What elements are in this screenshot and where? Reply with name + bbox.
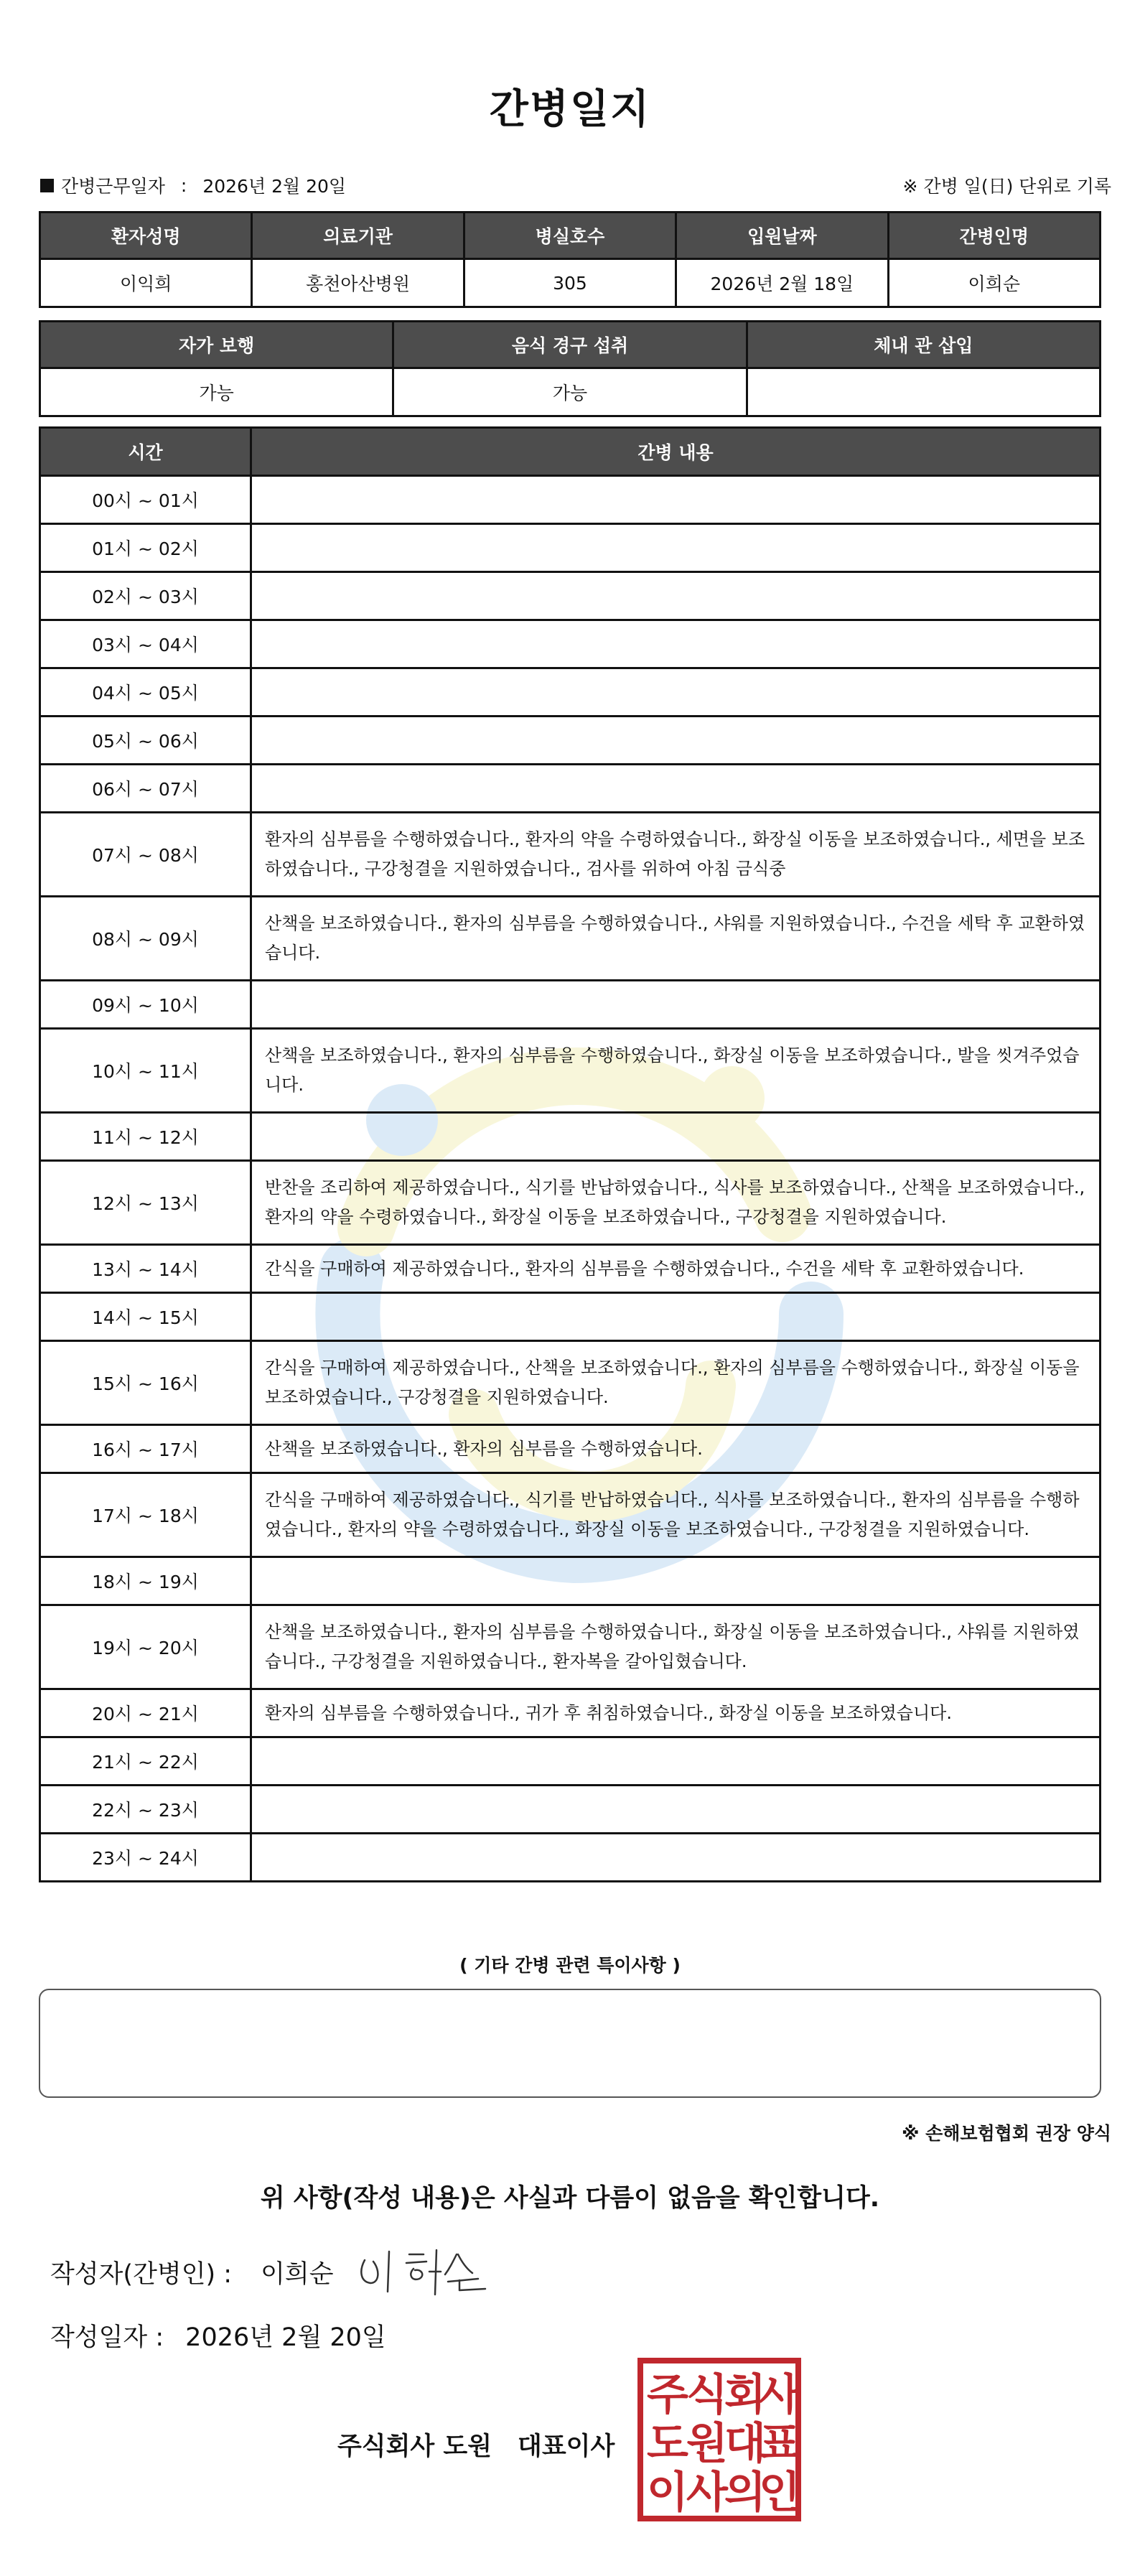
- care-log-time: 08시 ~ 09시: [40, 897, 251, 981]
- work-date-label: 간병근무일자: [61, 176, 165, 197]
- care-log-row: [40, 1293, 1101, 1341]
- patient-name: 이익희: [40, 259, 252, 307]
- svg-text:식: 식: [686, 2370, 728, 2420]
- care-log-row: [40, 813, 1101, 897]
- care-log-row: [40, 620, 1101, 668]
- care-log-content: [251, 1737, 1101, 1786]
- care-log-row: [40, 717, 1101, 765]
- company-seal-stamp: [636, 2356, 803, 2523]
- svg-text:회: 회: [724, 2370, 766, 2420]
- tube-insertion-value: [747, 368, 1100, 416]
- care-log-time: 11시 ~ 12시: [40, 1113, 251, 1161]
- care-log-row: [40, 1786, 1101, 1834]
- writer-name: 이희순: [261, 2260, 334, 2289]
- care-log-content: 산책을 보조하였습니다., 환자의 심부름을 수행하였습니다., 화장실 이동을 보조하였습니다., 샤워를 지원하였습니다., 구강청결을 지원하였습니다., 환자복을 갈아입혔습니다.: [251, 1605, 1101, 1689]
- care-log-time: 13시 ~ 14시: [40, 1245, 251, 1293]
- care-log-time: 22시 ~ 23시: [40, 1786, 251, 1834]
- self-walking-value: 가능: [40, 368, 393, 416]
- care-log-content: 반찬을 조리하여 제공하였습니다., 식기를 반납하였습니다., 식사를 보조하였습니다., 산책을 보조하였습니다., 환자의 약을 수령하였습니다., 화장실 이동을 보조하였습니다., 구강청결을 지원하였습니다.: [251, 1161, 1101, 1245]
- care-log-row: [40, 1113, 1101, 1161]
- care-log-row: [40, 981, 1101, 1029]
- care-log-row: [40, 476, 1101, 524]
- care-log-time: 05시 ~ 06시: [40, 717, 251, 765]
- care-log-row: [40, 572, 1101, 620]
- header-time: 시간: [40, 428, 251, 476]
- care-log-row: [40, 1245, 1101, 1293]
- care-log-content: 산책을 보조하였습니다., 환자의 심부름을 수행하였습니다.: [251, 1425, 1101, 1473]
- care-log-content: [251, 765, 1101, 813]
- patient-info-value-row: [40, 259, 1101, 307]
- care-log-content: [251, 524, 1101, 572]
- care-log-table: [39, 426, 1101, 1882]
- svg-text:주: 주: [647, 2370, 688, 2420]
- care-log-time: 03시 ~ 04시: [40, 620, 251, 668]
- care-log-content: [251, 981, 1101, 1029]
- care-log-time: 20시 ~ 21시: [40, 1689, 251, 1737]
- care-log-row: [40, 1029, 1101, 1113]
- care-log-time: 00시 ~ 01시: [40, 476, 251, 524]
- svg-text:대: 대: [724, 2419, 766, 2469]
- svg-text:표: 표: [759, 2419, 800, 2469]
- care-log-row: [40, 765, 1101, 813]
- care-log-row: [40, 524, 1101, 572]
- writer-label: 작성자(간병인) :: [50, 2260, 233, 2289]
- care-log-row: [40, 1737, 1101, 1786]
- care-log-time: 19시 ~ 20시: [40, 1605, 251, 1689]
- writer-row: [50, 2254, 334, 2290]
- care-log-content: [251, 1834, 1101, 1882]
- care-log-time: 23시 ~ 24시: [40, 1834, 251, 1882]
- care-log-content: [251, 717, 1101, 765]
- svg-text:사: 사: [686, 2468, 728, 2518]
- care-log-time: 14시 ~ 15시: [40, 1293, 251, 1341]
- care-log-time: 07시 ~ 08시: [40, 813, 251, 897]
- page-title: 간병일지: [489, 86, 651, 133]
- company-signature-line: [337, 2427, 615, 2463]
- special-notes-label: ( 기타 간병 관련 특이사항 ): [459, 1955, 681, 1976]
- care-log-row: [40, 1473, 1101, 1557]
- care-log-content: [251, 1113, 1101, 1161]
- svg-text:사: 사: [759, 2370, 800, 2420]
- work-date-info: [40, 172, 346, 198]
- care-log-content: 간식을 구매하여 제공하였습니다., 산책을 보조하였습니다., 환자의 심부름을 수행하였습니다., 화장실 이동을 보조하였습니다., 구강청결을 지원하였습니다.: [251, 1341, 1101, 1425]
- ability-header-row: [40, 322, 1101, 368]
- square-bullet-icon: [40, 179, 54, 192]
- work-date-colon: :: [180, 174, 187, 196]
- care-log-content: 산책을 보조하였습니다., 환자의 심부름을 수행하였습니다., 샤워를 지원하였습니다., 수건을 세탁 후 교환하였습니다.: [251, 897, 1101, 981]
- care-log-time: 18시 ~ 19시: [40, 1557, 251, 1605]
- care-log-time: 16시 ~ 17시: [40, 1425, 251, 1473]
- confirmation-statement: 위 사항(작성 내용)은 사실과 다름이 없음을 확인합니다.: [260, 2184, 880, 2213]
- header-oral-intake: 음식 경구 섭취: [393, 322, 747, 368]
- handwritten-signature: [352, 2239, 510, 2303]
- care-log-time: 09시 ~ 10시: [40, 981, 251, 1029]
- care-log-row: [40, 1605, 1101, 1689]
- hospital-name: 홍천아산병원: [252, 259, 464, 307]
- care-log-content: 산책을 보조하였습니다., 환자의 심부름을 수행하였습니다., 화장실 이동을 보조하였습니다., 발을 씻겨주었습니다.: [251, 1029, 1101, 1113]
- care-log-time: 17시 ~ 18시: [40, 1473, 251, 1557]
- special-notes-box: [39, 1989, 1101, 2098]
- care-log-time: 21시 ~ 22시: [40, 1737, 251, 1786]
- admission-date: 2026년 2월 18일: [676, 259, 888, 307]
- header-tube-insertion: 체내 관 삽입: [747, 322, 1100, 368]
- care-log-time: 04시 ~ 05시: [40, 668, 251, 717]
- caregiver-name: 이희순: [888, 259, 1100, 307]
- care-log-time: 01시 ~ 02시: [40, 524, 251, 572]
- care-log-row: [40, 1557, 1101, 1605]
- care-log-content: [251, 476, 1101, 524]
- care-log-content: [251, 1786, 1101, 1834]
- written-date-row: [50, 2318, 386, 2353]
- svg-text:이: 이: [647, 2468, 688, 2518]
- patient-info-header-row: [40, 213, 1101, 259]
- svg-text:원: 원: [686, 2419, 728, 2469]
- header-self-walking: 자가 보행: [40, 322, 393, 368]
- care-log-row: [40, 897, 1101, 981]
- care-log-time: 06시 ~ 07시: [40, 765, 251, 813]
- care-log-row: [40, 1834, 1101, 1882]
- header-room: 병실호수: [464, 213, 676, 259]
- header-caregiver-name: 간병인명: [888, 213, 1100, 259]
- ability-value-row: [40, 368, 1101, 416]
- patient-info-table: [39, 211, 1101, 308]
- care-log-row: [40, 1341, 1101, 1425]
- care-log-content: 간식을 구매하여 제공하였습니다., 식기를 반납하였습니다., 식사를 보조하였습니다., 환자의 심부름을 수행하였습니다., 환자의 약을 수령하였습니다., 화장실 이동을 보조하였습니다., 구강청결을 지원하였습니다.: [251, 1473, 1101, 1557]
- care-log-content: [251, 620, 1101, 668]
- header-patient-name: 환자성명: [40, 213, 252, 259]
- header-hospital: 의료기관: [252, 213, 464, 259]
- care-log-content: [251, 572, 1101, 620]
- care-log-content: 환자의 심부름을 수행하였습니다., 귀가 후 취침하였습니다., 화장실 이동을 보조하였습니다.: [251, 1689, 1101, 1737]
- care-log-content: [251, 1557, 1101, 1605]
- company-name: 주식회사 도원: [337, 2432, 492, 2461]
- care-log-time: 12시 ~ 13시: [40, 1161, 251, 1245]
- written-date-value: 2026년 2월 20일: [185, 2323, 386, 2352]
- care-log-header-row: [40, 428, 1101, 476]
- header-care-content: 간병 내용: [251, 428, 1101, 476]
- recommended-form-note: ※ 손해보험협회 권장 양식: [902, 2123, 1111, 2144]
- svg-text:의: 의: [724, 2468, 766, 2518]
- care-log-row: [40, 1425, 1101, 1473]
- company-title: 대표이사: [518, 2432, 615, 2461]
- record-unit-note: ※ 간병 일(日) 단위로 기록: [902, 176, 1111, 197]
- care-log-content: [251, 668, 1101, 717]
- care-log-content: [251, 1293, 1101, 1341]
- svg-text:인: 인: [759, 2468, 800, 2518]
- care-log-row: [40, 1689, 1101, 1737]
- care-log-content: 간식을 구매하여 제공하였습니다., 환자의 심부름을 수행하였습니다., 수건을 세탁 후 교환하였습니다.: [251, 1245, 1101, 1293]
- care-log-content: 환자의 심부름을 수행하였습니다., 환자의 약을 수령하였습니다., 화장실 이동을 보조하였습니다., 세면을 보조하였습니다., 구강청결을 지원하였습니다., 검사를 위하여 아침 금식중: [251, 813, 1101, 897]
- care-log-time: 10시 ~ 11시: [40, 1029, 251, 1113]
- work-date-value: 2026년 2월 20일: [202, 176, 347, 197]
- care-log-time: 02시 ~ 03시: [40, 572, 251, 620]
- written-date-label: 작성일자 :: [50, 2323, 164, 2352]
- care-log-row: [40, 1161, 1101, 1245]
- svg-text:도: 도: [647, 2419, 688, 2469]
- header-admission-date: 입원날짜: [676, 213, 888, 259]
- care-log-time: 15시 ~ 16시: [40, 1341, 251, 1425]
- oral-intake-value: 가능: [393, 368, 747, 416]
- care-log-row: [40, 668, 1101, 717]
- room-number: 305: [464, 259, 676, 307]
- patient-ability-table: [39, 320, 1101, 417]
